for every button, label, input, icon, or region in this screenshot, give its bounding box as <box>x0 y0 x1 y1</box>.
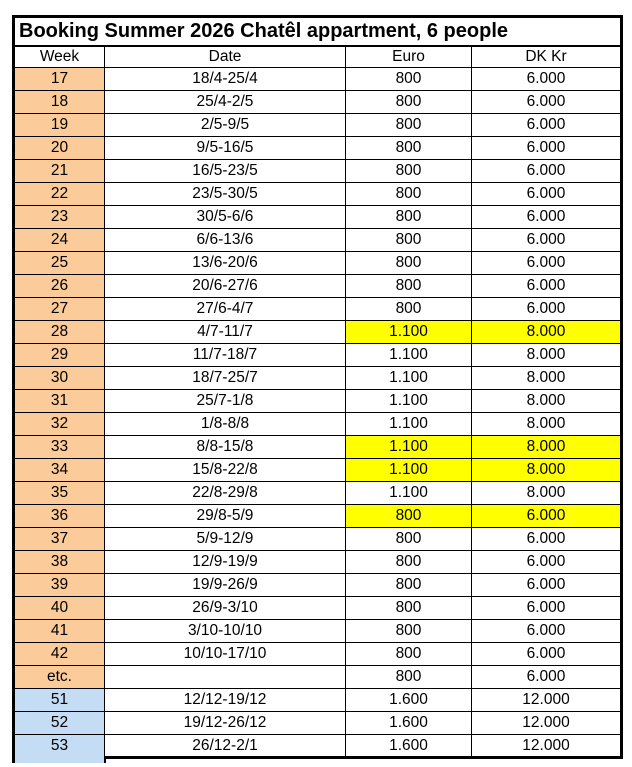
table-row <box>14 597 622 620</box>
week-cell[interactable]: 25 <box>14 252 105 275</box>
week-cell[interactable]: 26 <box>14 275 105 298</box>
date-cell[interactable]: 19/12-26/12 <box>105 712 346 735</box>
euro-cell[interactable]: 1.100 <box>346 413 472 436</box>
euro-cell[interactable]: 800 <box>346 206 472 229</box>
table-row <box>14 666 622 689</box>
dkk-cell[interactable]: 6.000 <box>472 298 622 321</box>
col-header-date[interactable]: Date <box>105 46 346 68</box>
date-cell[interactable]: 29/8-5/9 <box>105 505 346 528</box>
euro-cell[interactable]: 800 <box>346 252 472 275</box>
euro-cell[interactable]: 800 <box>346 183 472 206</box>
week-cell[interactable]: 42 <box>14 643 105 666</box>
date-cell[interactable]: 10/10-17/10 <box>105 643 346 666</box>
clipped-next-row <box>12 756 106 763</box>
date-cell[interactable]: 30/5-6/6 <box>105 206 346 229</box>
table-row <box>14 367 622 390</box>
week-cell[interactable]: 19 <box>14 114 105 137</box>
col-header-dk-kr[interactable]: DK Kr <box>472 46 622 68</box>
week-cell[interactable]: 41 <box>14 620 105 643</box>
dkk-cell[interactable]: 12.000 <box>472 689 622 712</box>
table-row <box>14 574 622 597</box>
table-row <box>14 206 622 229</box>
date-cell[interactable]: 25/4-2/5 <box>105 91 346 114</box>
table-row <box>14 712 622 735</box>
euro-cell[interactable]: 800 <box>346 620 472 643</box>
table-row <box>14 321 622 344</box>
week-cell[interactable]: 38 <box>14 551 105 574</box>
header-row <box>14 46 622 68</box>
date-cell[interactable]: 15/8-22/8 <box>105 459 346 482</box>
table-row <box>14 298 622 321</box>
dkk-cell[interactable]: 6.000 <box>472 160 622 183</box>
date-cell[interactable]: 8/8-15/8 <box>105 436 346 459</box>
date-cell[interactable]: 18/7-25/7 <box>105 367 346 390</box>
dkk-cell[interactable]: 6.000 <box>472 275 622 298</box>
euro-cell[interactable]: 800 <box>346 597 472 620</box>
date-cell[interactable]: 1/8-8/8 <box>105 413 346 436</box>
euro-cell[interactable]: 1.100 <box>346 390 472 413</box>
euro-cell[interactable]: 800 <box>346 643 472 666</box>
week-cell[interactable]: 36 <box>14 505 105 528</box>
table-row <box>14 436 622 459</box>
booking-sheet <box>12 15 623 763</box>
date-cell[interactable]: 3/10-10/10 <box>105 620 346 643</box>
week-cell[interactable]: 35 <box>14 482 105 505</box>
table-row <box>14 183 622 206</box>
table-row <box>14 551 622 574</box>
week-cell[interactable]: 22 <box>14 183 105 206</box>
table-row <box>14 252 622 275</box>
date-cell[interactable]: 25/7-1/8 <box>105 390 346 413</box>
date-cell[interactable]: 11/7-18/7 <box>105 344 346 367</box>
week-cell[interactable]: 30 <box>14 367 105 390</box>
date-cell[interactable]: 2/5-9/5 <box>105 114 346 137</box>
euro-cell[interactable]: 800 <box>346 551 472 574</box>
table-body <box>14 68 622 758</box>
table-row <box>14 229 622 252</box>
dkk-cell[interactable]: 6.000 <box>472 91 622 114</box>
week-cell[interactable]: 34 <box>14 459 105 482</box>
date-cell[interactable]: 16/5-23/5 <box>105 160 346 183</box>
dkk-cell[interactable]: 8.000 <box>472 367 622 390</box>
table-row <box>14 643 622 666</box>
euro-cell[interactable]: 800 <box>346 298 472 321</box>
week-cell[interactable]: 21 <box>14 160 105 183</box>
title-row <box>14 17 622 46</box>
table-row <box>14 689 622 712</box>
week-cell[interactable]: 27 <box>14 298 105 321</box>
week-cell[interactable]: 39 <box>14 574 105 597</box>
dkk-cell[interactable]: 12.000 <box>472 735 622 758</box>
dkk-cell[interactable]: 6.000 <box>472 229 622 252</box>
dkk-cell[interactable]: 12.000 <box>472 712 622 735</box>
table-row <box>14 275 622 298</box>
date-cell[interactable]: 23/5-30/5 <box>105 183 346 206</box>
date-cell[interactable]: 20/6-27/6 <box>105 275 346 298</box>
table-row <box>14 413 622 436</box>
week-cell[interactable]: 24 <box>14 229 105 252</box>
week-cell[interactable]: 18 <box>14 91 105 114</box>
euro-cell[interactable]: 800 <box>346 528 472 551</box>
dkk-cell[interactable]: 8.000 <box>472 482 622 505</box>
date-cell[interactable] <box>105 666 346 689</box>
dkk-cell[interactable]: 6.000 <box>472 597 622 620</box>
euro-cell[interactable]: 800 <box>346 505 472 528</box>
week-cell[interactable]: 51 <box>14 689 105 712</box>
dkk-cell[interactable]: 6.000 <box>472 620 622 643</box>
week-cell[interactable]: 23 <box>14 206 105 229</box>
table-row <box>14 620 622 643</box>
booking-table <box>12 15 623 759</box>
dkk-cell[interactable]: 6.000 <box>472 505 622 528</box>
table-row <box>14 137 622 160</box>
dkk-cell[interactable]: 8.000 <box>472 321 622 344</box>
dkk-cell[interactable]: 6.000 <box>472 183 622 206</box>
euro-cell[interactable]: 800 <box>346 91 472 114</box>
week-cell[interactable]: 40 <box>14 597 105 620</box>
euro-cell[interactable]: 1.100 <box>346 482 472 505</box>
date-cell[interactable]: 9/5-16/5 <box>105 137 346 160</box>
euro-cell[interactable]: 800 <box>346 114 472 137</box>
table-row <box>14 482 622 505</box>
week-cell[interactable]: 28 <box>14 321 105 344</box>
week-cell[interactable]: 20 <box>14 137 105 160</box>
dkk-cell[interactable]: 8.000 <box>472 390 622 413</box>
week-cell[interactable]: 29 <box>14 344 105 367</box>
table-row <box>14 528 622 551</box>
euro-cell[interactable]: 800 <box>346 68 472 91</box>
table-row <box>14 735 622 758</box>
date-cell[interactable]: 26/12-2/1 <box>105 735 346 758</box>
euro-cell[interactable]: 1.100 <box>346 344 472 367</box>
week-cell[interactable]: 32 <box>14 413 105 436</box>
euro-cell[interactable]: 1.100 <box>346 436 472 459</box>
dkk-cell[interactable]: 8.000 <box>472 436 622 459</box>
date-cell[interactable]: 27/6-4/7 <box>105 298 346 321</box>
dkk-cell[interactable]: 6.000 <box>472 68 622 91</box>
euro-cell[interactable]: 800 <box>346 160 472 183</box>
col-header-euro[interactable]: Euro <box>346 46 472 68</box>
dkk-cell[interactable]: 6.000 <box>472 137 622 160</box>
euro-cell[interactable]: 800 <box>346 229 472 252</box>
table-row <box>14 505 622 528</box>
dkk-cell[interactable]: 8.000 <box>472 413 622 436</box>
date-cell[interactable]: 19/9-26/9 <box>105 574 346 597</box>
table-row <box>14 390 622 413</box>
week-cell[interactable]: 33 <box>14 436 105 459</box>
euro-cell[interactable]: 800 <box>346 137 472 160</box>
euro-cell[interactable]: 1.600 <box>346 735 472 758</box>
dkk-cell[interactable]: 8.000 <box>472 459 622 482</box>
euro-cell[interactable]: 800 <box>346 574 472 597</box>
date-cell[interactable]: 26/9-3/10 <box>105 597 346 620</box>
week-cell[interactable]: 37 <box>14 528 105 551</box>
table-row <box>14 344 622 367</box>
dkk-cell[interactable]: 6.000 <box>472 114 622 137</box>
week-cell[interactable]: 52 <box>14 712 105 735</box>
table-row <box>14 91 622 114</box>
euro-cell[interactable]: 1.100 <box>346 321 472 344</box>
euro-cell[interactable]: 800 <box>346 275 472 298</box>
euro-cell[interactable]: 1.100 <box>346 367 472 390</box>
week-cell[interactable]: 31 <box>14 390 105 413</box>
table-title[interactable]: Booking Summer 2026 Chatêl appartment, 6 people <box>14 17 622 46</box>
dkk-cell[interactable]: 6.000 <box>472 666 622 689</box>
week-cell[interactable]: etc. <box>14 666 105 689</box>
date-cell[interactable]: 12/12-19/12 <box>105 689 346 712</box>
date-cell[interactable]: 22/8-29/8 <box>105 482 346 505</box>
euro-cell[interactable]: 1.600 <box>346 712 472 735</box>
table-row <box>14 114 622 137</box>
dkk-cell[interactable]: 6.000 <box>472 528 622 551</box>
date-cell[interactable]: 6/6-13/6 <box>105 229 346 252</box>
dkk-cell[interactable]: 6.000 <box>472 206 622 229</box>
euro-cell[interactable]: 800 <box>346 666 472 689</box>
table-row <box>14 459 622 482</box>
date-cell[interactable]: 12/9-19/9 <box>105 551 346 574</box>
week-cell[interactable]: 53 <box>14 735 105 758</box>
date-cell[interactable]: 5/9-12/9 <box>105 528 346 551</box>
table-row <box>14 68 622 91</box>
dkk-cell[interactable]: 6.000 <box>472 643 622 666</box>
euro-cell[interactable]: 1.100 <box>346 459 472 482</box>
date-cell[interactable]: 18/4-25/4 <box>105 68 346 91</box>
dkk-cell[interactable]: 6.000 <box>472 574 622 597</box>
week-cell[interactable]: 17 <box>14 68 105 91</box>
dkk-cell[interactable]: 6.000 <box>472 252 622 275</box>
date-cell[interactable]: 13/6-20/6 <box>105 252 346 275</box>
euro-cell[interactable]: 1.600 <box>346 689 472 712</box>
col-header-week[interactable]: Week <box>14 46 105 68</box>
table-row <box>14 160 622 183</box>
dkk-cell[interactable]: 6.000 <box>472 551 622 574</box>
date-cell[interactable]: 4/7-11/7 <box>105 321 346 344</box>
dkk-cell[interactable]: 8.000 <box>472 344 622 367</box>
